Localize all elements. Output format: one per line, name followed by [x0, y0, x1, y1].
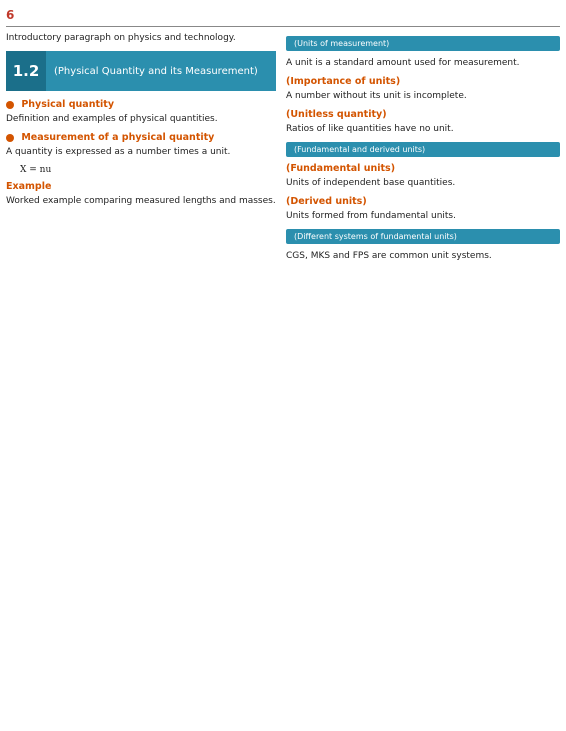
header-rule — [6, 26, 560, 27]
section-title — [46, 51, 276, 91]
right-column — [286, 32, 560, 725]
subheading-measurement-label: Measurement of a physical quantity — [21, 132, 215, 144]
bullet-icon — [6, 101, 14, 109]
left-column — [6, 32, 276, 725]
intro-paragraph: Introductory paragraph on physics and technology. — [6, 33, 236, 43]
box-fundamental-derived — [286, 142, 560, 157]
example-paragraph: Worked example comparing measured lengths and masses. — [6, 196, 276, 207]
derived-paragraph: Units formed from fundamental units. — [286, 211, 456, 222]
importance-paragraph: A number without its unit is incomplete. — [286, 91, 467, 102]
subheading-fundamental: (Fundamental units) — [286, 163, 396, 175]
subheading-derived: (Derived units) — [286, 196, 367, 208]
box-systems — [286, 229, 560, 244]
page-header — [6, 6, 256, 24]
bullet-icon — [6, 134, 14, 142]
measurement-paragraph: A quantity is expressed as a number times a unit. — [6, 147, 231, 158]
page-number: 6 — [6, 8, 15, 22]
unit-formula: X = nu — [20, 165, 52, 176]
unitless-paragraph: Ratios of like quantities have no unit. — [286, 124, 454, 135]
section-banner — [6, 51, 276, 91]
box-systems-sub: (Different systems of fundamental units) — [294, 232, 457, 242]
quantity-paragraph: Definition and examples of physical quantities. — [6, 114, 218, 125]
subheading-importance: (Importance of units) — [286, 76, 401, 88]
units-paragraph: A unit is a standard amount used for measurement. — [286, 58, 520, 68]
section-number: 1.2 — [6, 51, 46, 91]
fundamental-paragraph: Units of independent base quantities. — [286, 178, 456, 189]
example-heading: Example — [6, 181, 52, 193]
subheading-quantity-label: Physical quantity — [21, 99, 115, 111]
systems-paragraph: CGS, MKS and FPS are common unit systems. — [286, 251, 492, 262]
section-title-en: (Physical Quantity and its Measurement) — [54, 65, 258, 77]
subheading-unitless: (Unitless quantity) — [286, 109, 387, 121]
subheading-quantity — [6, 99, 276, 110]
box-units — [286, 36, 560, 51]
box-units-sub: (Units of measurement) — [294, 39, 390, 48]
subheading-measurement — [6, 132, 276, 143]
box-fd-sub: (Fundamental and derived units) — [294, 145, 426, 155]
